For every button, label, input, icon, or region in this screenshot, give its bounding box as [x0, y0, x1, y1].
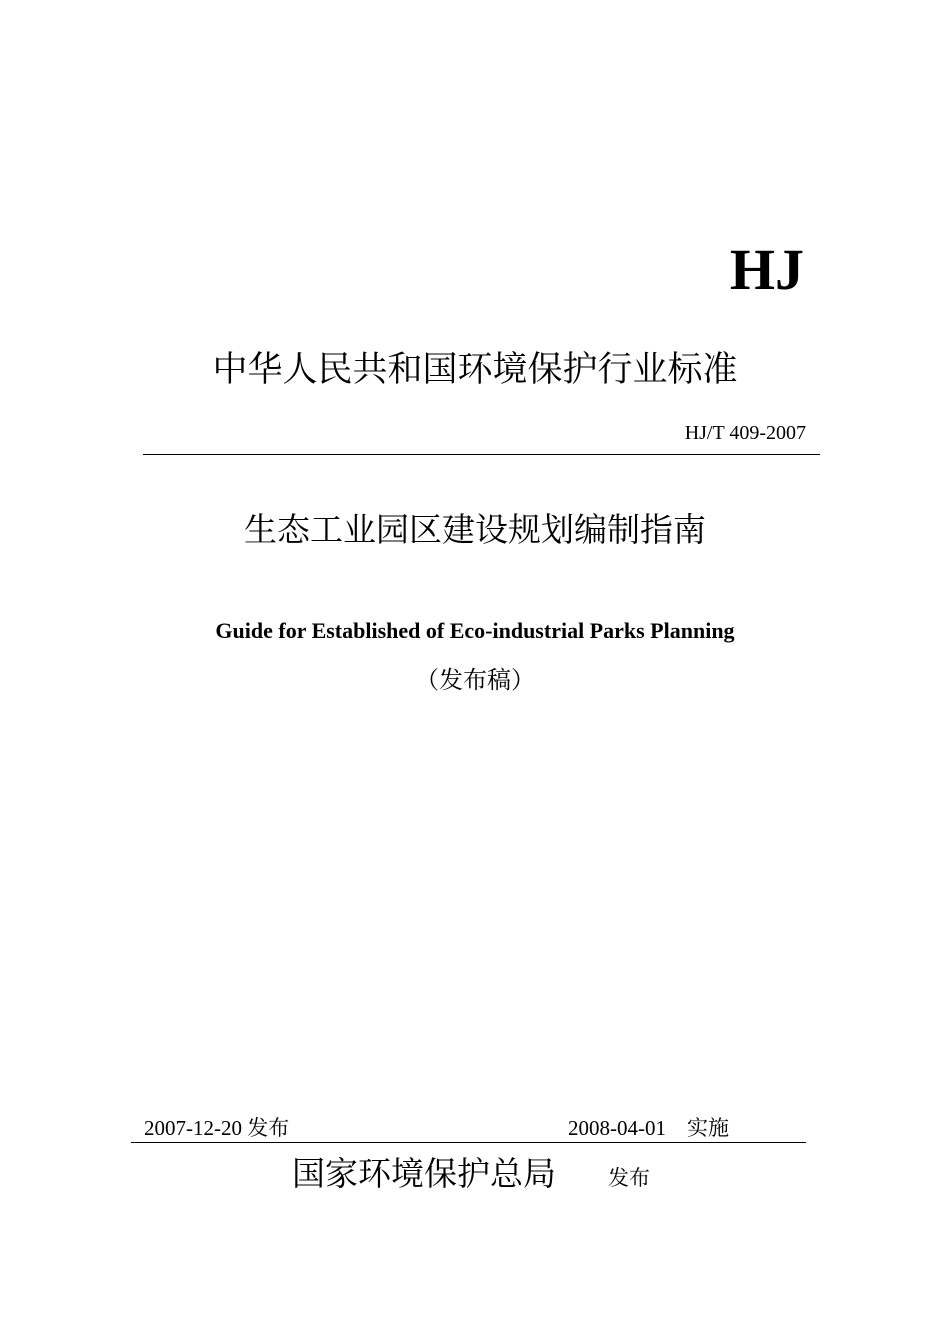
standard-number: HJ/T 409-2007	[684, 422, 806, 444]
top-divider	[143, 454, 820, 455]
standard-class-heading: 中华人民共和国环境保护行业标准	[212, 350, 738, 390]
issuing-authority-suffix: 发布	[608, 1166, 650, 1190]
issuing-authority: 国家环境保护总局	[292, 1154, 556, 1193]
standard-mark: HJ	[729, 237, 804, 302]
implementation-date: 2008-04-01 实施	[568, 1116, 729, 1140]
document-title-english: Guide for Established of Eco-industrial Parks Planning	[215, 618, 735, 643]
draft-note: （发布稿）	[415, 666, 535, 694]
issue-date: 2007-12-20 发布	[144, 1116, 290, 1140]
document-title-chinese: 生态工业园区建设规划编制指南	[244, 510, 706, 549]
bottom-divider	[131, 1142, 806, 1143]
